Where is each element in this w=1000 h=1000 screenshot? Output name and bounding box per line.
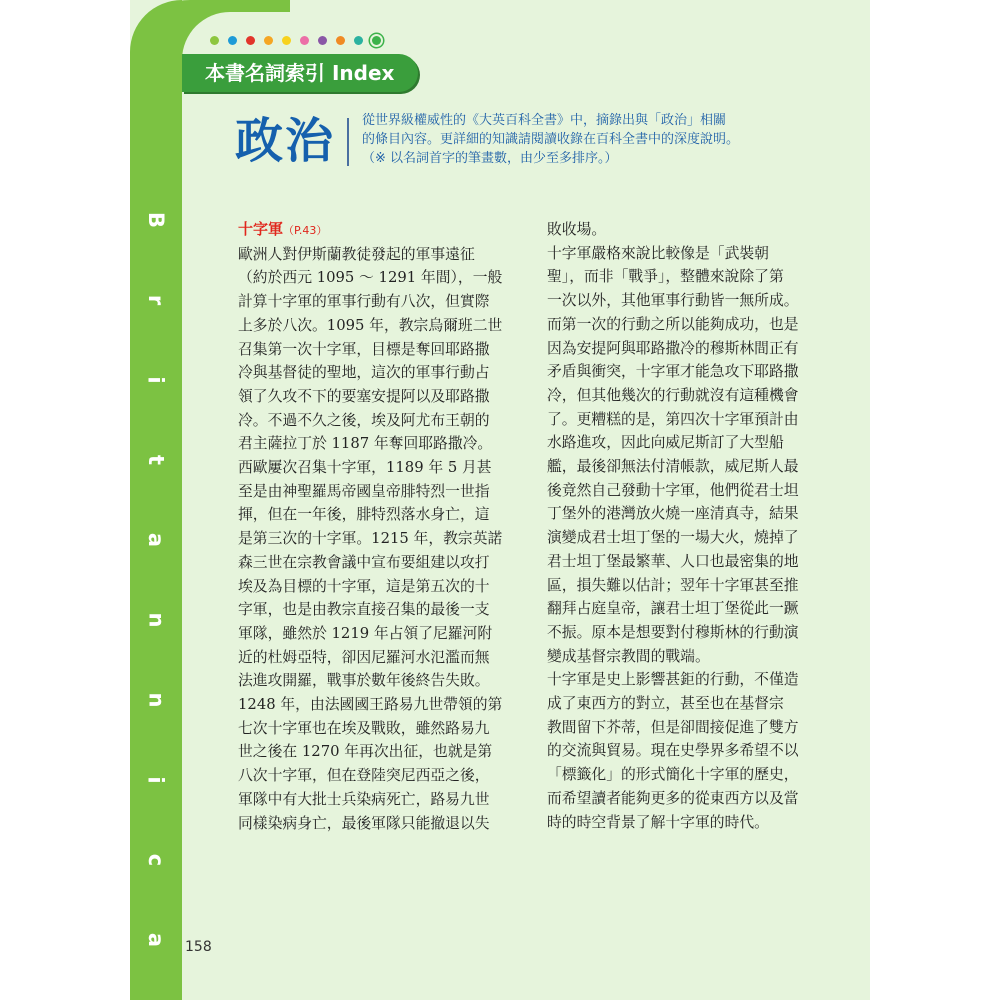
body-line: 上多於八次。1095 年，教宗烏爾班二世 [238,316,503,334]
entry-heading [238,218,488,243]
body-line: 而第一次的行動之所以能夠成功，也是 [547,315,799,333]
body-line: 法進攻開羅，戰事於數年後終告失敗。 [238,672,490,690]
side-letter: i [144,376,169,384]
body-line: 冷與基督徒的聖地，這次的軍事行動占 [238,364,490,382]
intro-line: 從世界級權威性的《大英百科全書》中，摘錄出與「政治」相關 [362,113,727,128]
body-line: 埃及為目標的十字軍，這是第五次的十 [238,577,490,595]
body-line: 君士坦丁堡最繁華、人口也最密集的地 [547,552,799,570]
body-line: 軍隊中有大批士兵染病死亡，路易九世 [238,790,490,808]
body-line: 翻拜占庭皇帝，讓君士坦丁堡從此一蹶 [547,600,799,618]
decorative-dot [246,36,255,45]
body-line: 領了久攻不下的要塞安提阿以及耶路撒 [238,387,490,405]
decorative-dot [300,36,309,45]
body-line: 君主薩拉丁於 1187 年奪回耶路撒冷。 [238,435,493,453]
entry-term: 十字軍 [238,220,284,238]
body-line: 區，損失難以估計；翌年十字軍甚至推 [547,576,799,594]
intro-line: （※ 以名詞首字的筆畫數，由少至多排序。） [362,151,618,166]
body-line: 軍隊，雖然於 1219 年占領了尼羅河附 [238,624,493,642]
body-line: 丁堡外的港灣放火燒一座清真寺，結果 [547,505,799,523]
decorative-dot [354,36,363,45]
body-line: 冷。不過不久之後，埃及阿尤布王朝的 [238,411,490,429]
intro-line: 的條目內容。更詳細的知識請閱讀收錄在百科全書中的深度說明。 [362,132,740,147]
body-line: 近的杜姆亞特，卻因尼羅河水氾濫而無 [238,648,490,666]
body-line: 時的時空背景了解十字軍的時代。 [547,813,769,831]
body-line: 世之後在 1270 年再次出征，也就是第 [238,743,493,761]
side-letter: c [144,853,169,867]
side-letter: a [144,532,169,548]
side-letter: n [144,692,169,708]
body-line: 西歐屢次召集十字軍，1189 年 5 月甚 [238,459,492,477]
section-intro [362,111,762,168]
decorative-dot-ring [372,36,381,45]
body-line: 而希望讀者能夠更多的從東西方以及當 [547,789,799,807]
decorative-dot [318,36,327,45]
body-line: 艦，最後卻無法付清帳款，威尼斯人最 [547,458,799,476]
body-line: 教間留下芥蒂，但是卻間接促進了雙方 [547,718,799,736]
book-page [130,0,870,1000]
body-line: 同樣染病身亡，最後軍隊只能撤退以失 [238,814,490,832]
body-line: 至是由神聖羅馬帝國皇帝腓特烈一世指 [238,482,490,500]
title-divider [347,118,349,166]
body-line: 變成基督宗教間的戰端。 [547,647,710,665]
body-line: 1248 年，由法國國王路易九世帶領的第 [238,696,503,714]
body-line: 敗收場。 [547,221,607,238]
body-line: 冷，但其他幾次的行動就沒有這種機會 [547,386,799,404]
body-line: 成了東西方的對立，甚至也在基督宗 [547,695,784,713]
side-letter: t [144,454,169,466]
body-line: 十字軍嚴格來說比較像是「武裝朝 [547,244,769,262]
body-line: 後竟然自己發動十字軍，他們從君士坦 [547,481,799,499]
page-number: 158 [185,939,212,955]
body-line: 八次十字軍，但在登陸突尼西亞之後， [238,767,490,785]
decorative-dot [264,36,273,45]
decorative-dot [210,36,219,45]
body-line: 聖」，而非「戰爭」，整體來說除了第 [547,268,784,286]
side-letter: B [144,211,169,229]
decorative-dots [210,36,381,45]
body-line: 計算十字軍的軍事行動有八次，但實際 [238,293,490,311]
left-column [238,218,503,835]
body-line: （約於西元 1095 ～ 1291 年間），一般 [238,269,503,287]
body-line: 因為安提阿與耶路撒冷的穆斯林間正有 [547,339,799,357]
body-line: 水路進攻，因此向威尼斯訂了大型船 [547,434,784,452]
left-body [238,243,503,836]
decorative-dot [336,36,345,45]
body-line: 不振。原本是想要對付穆斯林的行動演 [547,623,799,641]
body-line: 召集第一次十字軍，目標是奪回耶路撒 [238,340,490,358]
body-line: 歐洲人對伊斯蘭教徒發起的軍事遠征 [238,245,475,263]
body-line: 七次十字軍也在埃及戰敗，雖然路易九 [238,719,490,737]
side-letter: i [144,776,169,784]
right-column [547,218,799,834]
body-line: 一次以外，其他軍事行動皆一無所成。 [547,292,799,310]
body-line: 字軍，也是由教宗直接召集的最後一支 [238,601,490,619]
section-title: 政治 [235,113,336,169]
index-title: 本書名詞索引 Index [205,61,395,85]
body-line: 的交流與貿易。現在史學界多希望不以 [547,742,799,760]
body-line: 十字軍是史上影響甚鉅的行動，不僅造 [547,671,799,689]
body-line: 演變成君士坦丁堡的一場大火，燒掉了 [547,529,799,547]
body-line: 揮，但在一年後，腓特烈落水身亡，這 [238,506,490,524]
entry-page-ref: （P.43） [283,224,328,237]
side-letter: n [144,612,169,628]
body-line: 是第三次的十字軍。1215 年，教宗英諾 [238,530,503,548]
body-line: 矛盾與衝突，十字軍才能急攻下耶路撒 [547,363,799,381]
side-letters-britannica [130,180,182,980]
side-letter: a [144,932,169,948]
side-letter: r [144,294,169,306]
body-line: 「標籤化」的形式簡化十字軍的歷史， [547,766,799,784]
decorative-dot [228,36,237,45]
decorative-dot [282,36,291,45]
body-line: 森三世在宗教會議中宣布要組建以攻打 [238,553,490,571]
body-line: 了。更糟糕的是，第四次十字軍預計由 [547,410,799,428]
